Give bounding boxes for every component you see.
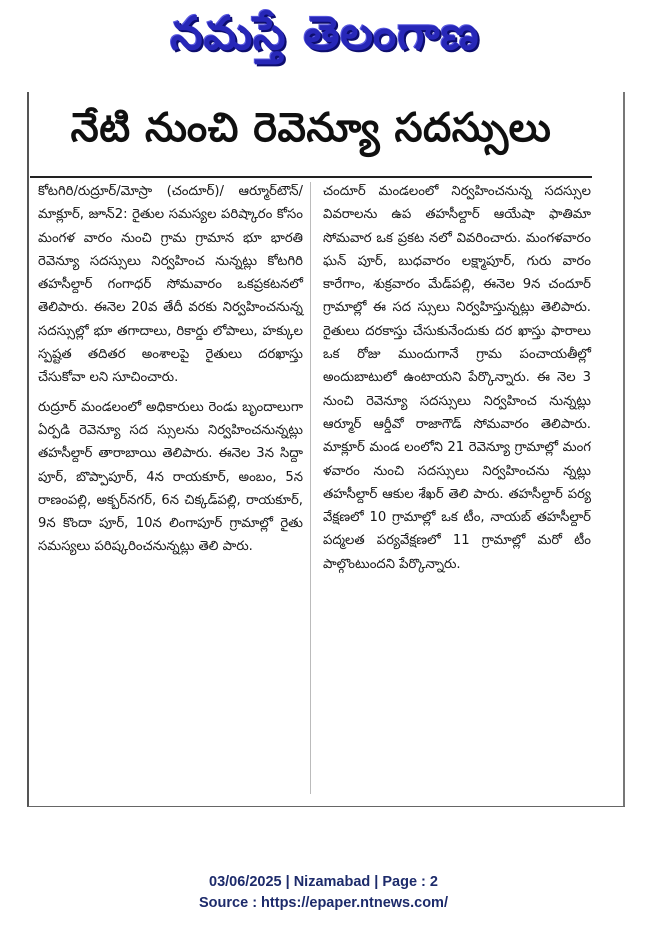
headline-divider bbox=[30, 176, 592, 178]
footer-date-edition: 03/06/2025 | Nizamabad | Page : 2 bbox=[209, 874, 438, 890]
masthead bbox=[120, 4, 530, 74]
article-column-left bbox=[38, 180, 303, 565]
newspaper-logo: నమస్తే తెలంగాణ bbox=[170, 6, 480, 60]
page-footer bbox=[0, 872, 647, 914]
column-divider bbox=[310, 182, 311, 794]
article-headline: నేటి నుంచి రెవెన్యూ సదస్సులు bbox=[70, 105, 552, 151]
footer-source-link[interactable]: Source : https://epaper.ntnews.com/ bbox=[199, 895, 448, 911]
paragraph: చందూర్ మండలంలో నిర్వహించనున్న సదస్సుల వివరాలను ఉప తహసీల్దార్ ఆయేషా ఫాతిమా సోమవార ఒక ప్రకట నలో వివరించారు. మంగళవారం ఘన్ పూర్, బుధవారం లక్ష్మాపూర్, గురు వారం కారేగాం, శుక్రవారం మేడ్‌పల్లి, ఈనెల 9న చందూర్ గ్రామాల్లో ఈ సద స్సులు నిర్వహిస్తున్నట్లు తెలిపారు. రైతులు దరకాస్తు చేసుకునేందుకు దర ఖాస్తు ఫారాలు ఒక రోజు ముందుగానే గ్రామ పంచాయతీల్లో అందుబాటులో ఉంటాయని పేర్కొన్నారు. ఈ నెల 3 నుంచి రెవెన్యూ సదస్సులు నిర్వహించ నున్నట్లు ఆర్మూర్ ఆర్డీవో రాజాగౌడ్ సోమవారం తెలిపారు. మాక్లూర్ మండ లంలోని 21 రెవెన్యూ గ్రామాల్లో మంగ ళవారం నుంచి సదస్సులు నిర్వహించను న్నట్లు తహసీల్దార్ ఆకుల శేఖర్ తెలి పారు. తహసీల్దార్ పర్య వేక్షణలో 10 గ్రామాల్లో ఒక టీం, నాయబ్ తహసీల్దార్ పద్మలత పర్యవేక్షణలో 11 గ్రామాల్లో మరో టీం పాల్గొంటుందని పేర్కొన్నారు. bbox=[323, 184, 591, 572]
paragraph: కోటగిరి/రుద్రూర్/మోస్రా (చందూర్)/ ఆర్మూర్‌టౌన్/ మాక్లూర్, జూన్2: రైతుల సమస్యల పరిష్కారం కోసం మంగళ వారం నుంచి గ్రామ గ్రామాన భూ భారతి రెవెన్యూ సదస్సులు నిర్వహించ నున్నట్లు కోటగిరి తహసీల్దార్ గంగాధర్ సోమవారం ఒకప్రకటనలో తెలిపారు. ఈనెల 20వ తేదీ వరకు నిర్వహించనున్న సదస్సుల్లో భూ తగాదాలు, రికార్డు లోపాలు, హక్కుల స్పష్టత తదితర అంశాలపై రైతులు దరఖాస్తు చేసుకోవా లని సూచించారు. bbox=[38, 184, 303, 386]
article-column-right bbox=[323, 180, 591, 582]
paragraph: రుద్రూర్ మండలంలో అధికారులు రెండు బృందాలుగా ఏర్పడి రెవెన్యూ సద స్సులను నిర్వహించనున్నట్లు తహసీల్దార్ తారాబాయి తెలిపారు. ఈనెల 3న సిద్దా పూర్, బొప్పాపూర్, 4న రాయకూర్, అంబం, 5న రాణంపల్లి, అక్బర్‌నగర్, 6న చిక్కడ్‌పల్లి, రాయకూర్, 9న కొందా పూర్, 10న లింగాపూర్ గ్రామాల్లో రైతు సమస్యలు పరిష్కరించనున్నట్లు తెలి పారు. bbox=[38, 399, 303, 555]
frame-right-rule bbox=[623, 92, 625, 806]
